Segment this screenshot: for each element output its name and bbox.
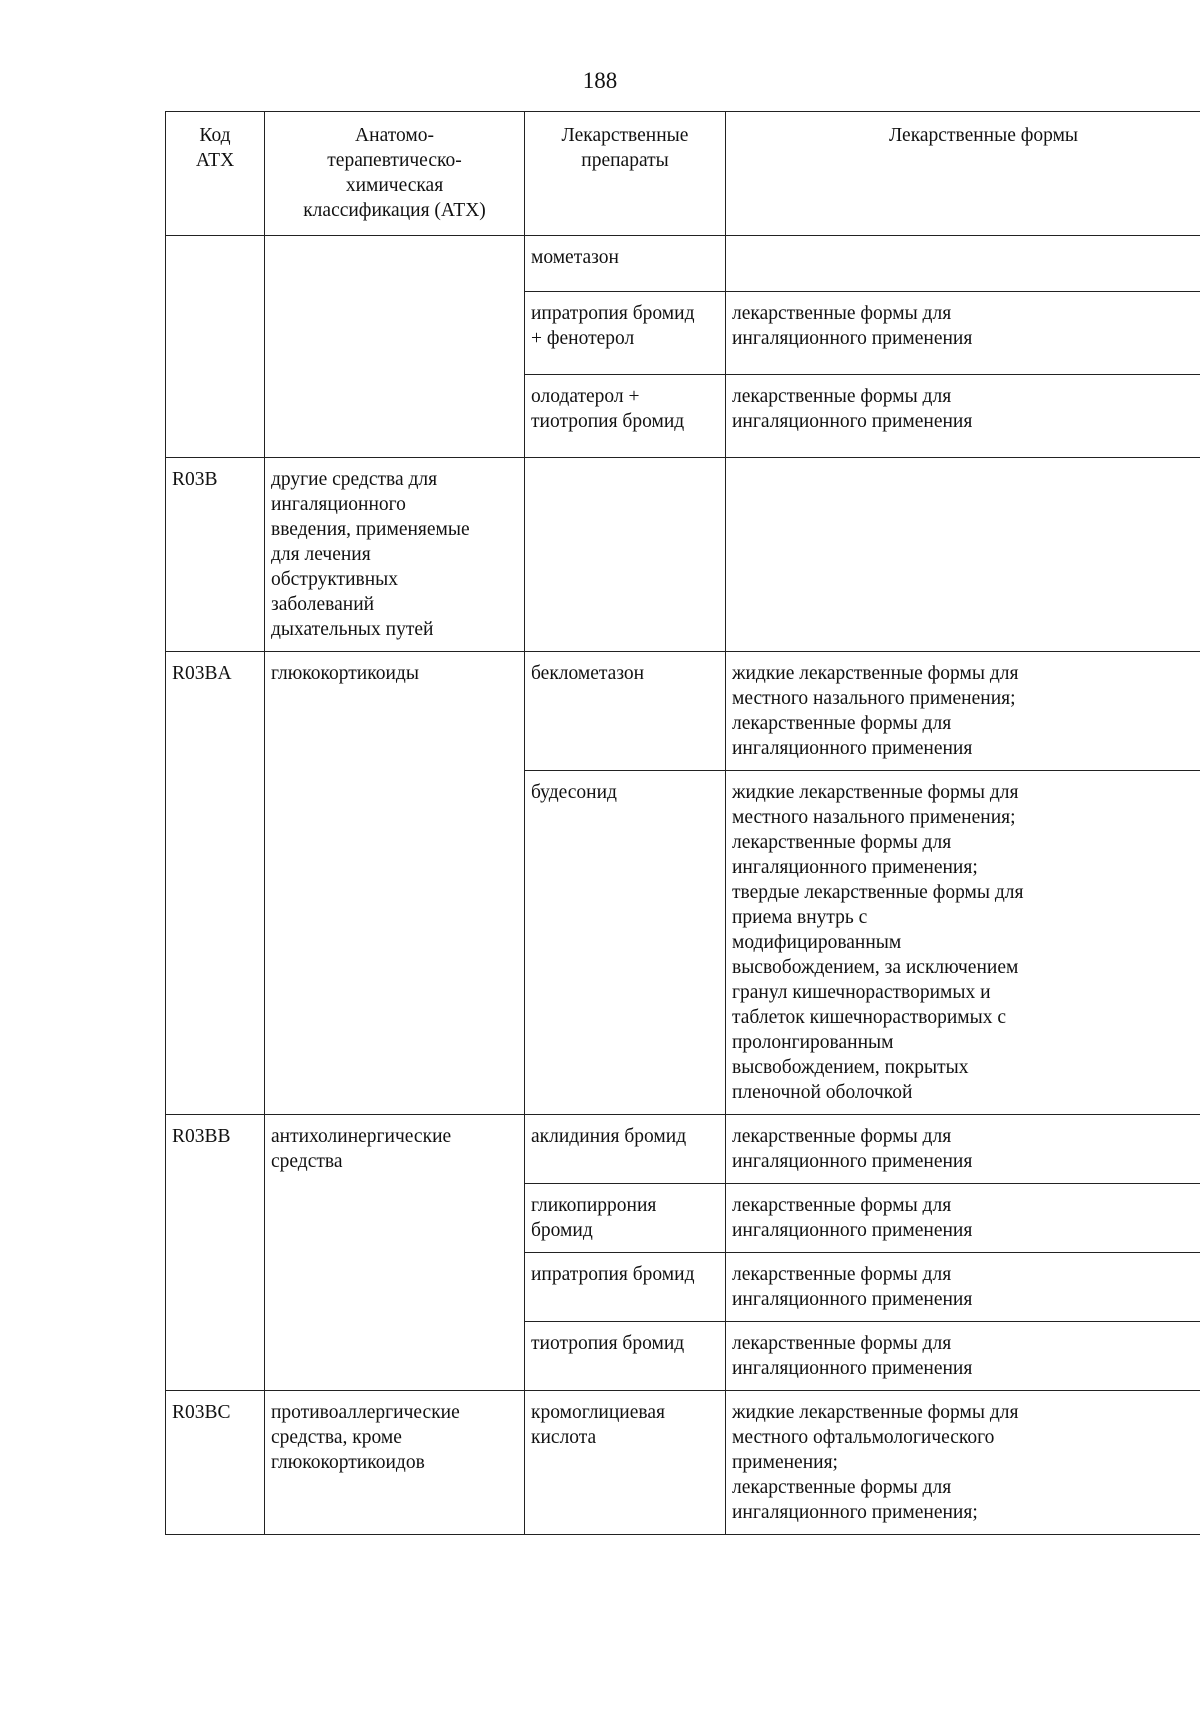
code-cell: R03BC [166,1391,265,1535]
header-classification: Анатомо- терапевтическо- химическая классификация (АТХ) [265,112,525,236]
classification-cell: антихолинергические средства [265,1115,525,1391]
drug-cell: мометазон [525,236,726,292]
table-row-r03bb [166,1115,1200,1184]
form-cell-empty [726,458,1200,652]
page-number: 188 [582,68,618,93]
classification-cell: другие средства для ингаляционного введения, применяемые для лечения обструктивных заболеваний дыхательных путей [265,458,525,652]
classification-cell-empty [265,236,525,458]
form-cell: лекарственные формы для ингаляционного применения [726,1115,1200,1184]
header-forms: Лекарственные формы [726,112,1200,236]
form-cell: лекарственные формы для ингаляционного применения [726,1253,1200,1322]
classification-cell: глюкокортикоиды [265,652,525,1115]
form-cell [726,236,1200,292]
form-cell: лекарственные формы для ингаляционного применения [726,375,1200,458]
table-row [166,236,1200,292]
drug-cell: беклометазон [525,652,726,771]
code-cell: R03B [166,458,265,652]
drug-cell: аклидиния бромид [525,1115,726,1184]
form-cell: жидкие лекарственные формы для местного назального применения; лекарственные формы для ингаляционного применения [726,652,1200,771]
table-row-r03ba [166,652,1200,771]
code-cell: R03BB [166,1115,265,1391]
table-header-row [166,112,1200,236]
code-cell-empty [166,236,265,458]
drug-cell: гликопиррония бромид [525,1184,726,1253]
drug-cell: будесонид [525,771,726,1115]
classification-cell: противоаллергические средства, кроме глюкокортикоидов [265,1391,525,1535]
drug-cell: ипратропия бромид [525,1253,726,1322]
table-row-r03bc [166,1391,1200,1535]
drug-cell-empty [525,458,726,652]
drug-cell: тиотропия бромид [525,1322,726,1391]
form-cell: лекарственные формы для ингаляционного применения [726,1184,1200,1253]
header-code: Код АТХ [166,112,265,236]
drug-cell: кромоглициевая кислота [525,1391,726,1535]
drug-cell: олодатерол + тиотропия бромид [525,375,726,458]
header-drugs: Лекарственные препараты [525,112,726,236]
form-cell: жидкие лекарственные формы для местного назального применения; лекарственные формы для ингаляционного применения; твердые лекарственные формы для приема внутрь с модифицированным высвобождением, за исключением гранул кишечнорастворимых и таблеток кишечнорастворимых с пролонгированным высвобождением, покрытых пленочной оболочкой [726,771,1200,1115]
form-cell: жидкие лекарственные формы для местного офтальмологического применения; лекарственные формы для ингаляционного применения; [726,1391,1200,1535]
table-row-r03b [166,458,1200,652]
drug-cell: ипратропия бромид + фенотерол [525,292,726,375]
form-cell: лекарственные формы для ингаляционного применения [726,292,1200,375]
code-cell: R03BA [166,652,265,1115]
form-cell: лекарственные формы для ингаляционного применения [726,1322,1200,1391]
atx-drug-table [165,111,1200,1535]
